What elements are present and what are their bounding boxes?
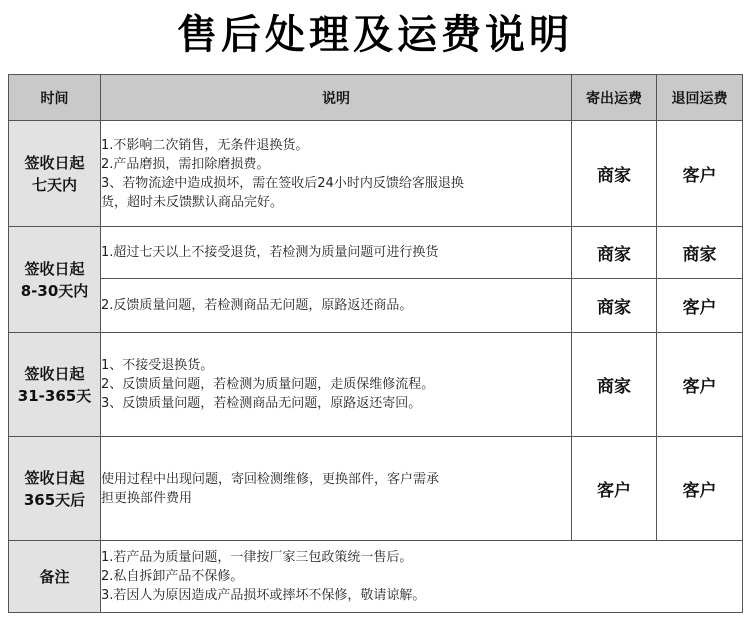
return-fee-cell: 客户: [657, 333, 743, 437]
time-label: 签收日起: [24, 153, 85, 172]
description-line: 2.产品磨损，需扣除磨损费。: [101, 156, 270, 172]
description-cell: [101, 279, 572, 333]
time-label: 签收日起: [24, 468, 85, 487]
table-row: [9, 227, 743, 279]
return-fee-cell: 客户: [657, 279, 743, 333]
time-cell: [9, 121, 101, 227]
ship-out-fee-cell: 商家: [572, 333, 657, 437]
table-row: [9, 333, 743, 437]
description-line: 2.反馈质量问题，若检测商品无问题，原路返还商品。: [101, 298, 413, 313]
description-line: 1.超过七天以上不接受退货，若检测为质量问题可进行换货: [101, 245, 439, 260]
description-line: 1.不影响二次销售，无条件退换货。: [101, 137, 309, 153]
header-time: 时间: [9, 75, 101, 121]
time-cell: [9, 227, 101, 333]
ship-out-fee-cell: 商家: [572, 121, 657, 227]
remarks-cell: [101, 541, 743, 613]
header-ship-out-fee: 寄出运费: [572, 75, 657, 121]
remarks-row: [9, 541, 743, 613]
remark-line: 2.私自拆卸产品不保修。: [101, 569, 244, 584]
time-cell: [9, 333, 101, 437]
remark-line: 1.若产品为质量问题，一律按厂家三包政策统一售后。: [101, 550, 413, 565]
ship-out-fee-cell: 商家: [572, 279, 657, 333]
time-range: 8-30天内: [20, 281, 89, 300]
table-row: [9, 437, 743, 541]
time-cell: [9, 437, 101, 541]
time-label: 签收日起: [24, 259, 85, 278]
return-fee-cell: 商家: [657, 227, 743, 279]
ship-out-fee-cell: 客户: [572, 437, 657, 541]
description-line: 3、若物流途中造成损坏，需在签收后24小时内反馈给客服退换: [101, 175, 464, 191]
time-range: 31-365天: [17, 386, 92, 405]
ship-out-fee-cell: 商家: [572, 227, 657, 279]
return-fee-cell: 客户: [657, 121, 743, 227]
description-cell: [101, 437, 572, 541]
description-cell: [101, 227, 572, 279]
table-row: [9, 279, 743, 333]
page-title: 售后处理及运费说明: [177, 12, 573, 58]
description-cell: [101, 121, 572, 227]
return-fee-cell: 客户: [657, 437, 743, 541]
description-line: 使用过程中出现问题，寄回检测维修，更换部件，客户需承: [101, 471, 440, 487]
remarks-label: 备注: [9, 541, 101, 613]
header-description: 说明: [101, 75, 572, 121]
header-return-fee: 退回运费: [657, 75, 743, 121]
description-line: 1、不接受退换货。: [101, 358, 214, 373]
time-label: 签收日起: [24, 364, 85, 383]
after-sales-policy-table: [8, 74, 743, 613]
time-range: 七天内: [31, 175, 77, 194]
description-cell: [101, 333, 572, 437]
remark-line: 3.若因人为原因造成产品损坏或摔坏不保修，敬请谅解。: [101, 588, 426, 603]
table-row: [9, 121, 743, 227]
description-line: 担更换部件费用: [101, 490, 193, 506]
description-line: 2、反馈质量问题，若检测为质量问题，走质保维修流程。: [101, 377, 435, 392]
description-line: 货，超时未反馈默认商品完好。: [101, 194, 284, 210]
description-line: 3、反馈质量问题，若检测商品无问题，原路返还寄回。: [101, 396, 422, 411]
table-header-row: [9, 75, 743, 121]
time-range: 365天后: [23, 490, 86, 509]
